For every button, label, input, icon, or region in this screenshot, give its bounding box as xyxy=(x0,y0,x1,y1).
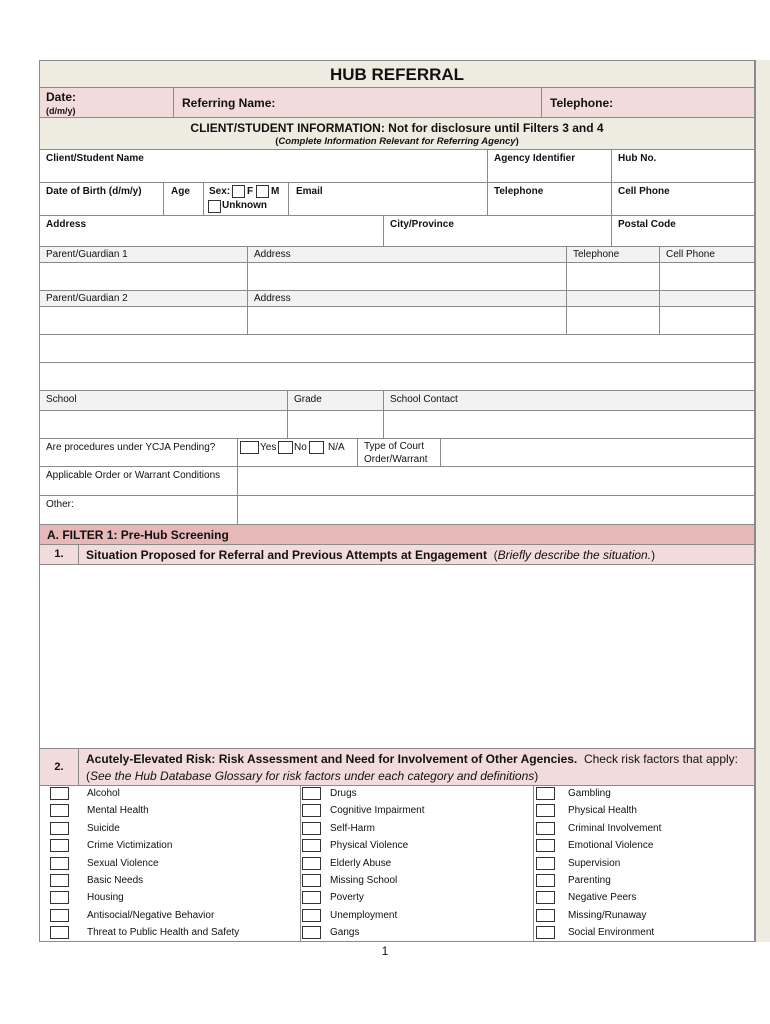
risk-factor-label: Missing/Runaway xyxy=(568,909,647,921)
date-format-label: (d/m/y) xyxy=(46,106,76,116)
parent1-cell-header xyxy=(659,246,755,263)
item1-number-cell xyxy=(39,544,79,565)
postal-code-cell[interactable] xyxy=(611,215,755,247)
school-field[interactable] xyxy=(39,410,288,439)
parent2-cell-header xyxy=(659,290,755,307)
risk-factor-label: Crime Victimization xyxy=(87,840,173,852)
email-cell[interactable] xyxy=(288,182,488,216)
sex-label: Sex: xyxy=(209,186,231,197)
risk-factor-label: Gambling xyxy=(568,788,611,799)
ycja-no-label: No xyxy=(294,442,307,453)
risk-factor-label: Emotional Violence xyxy=(568,840,654,852)
ycja-na-checkbox[interactable] xyxy=(309,441,324,454)
parent1-telephone-header xyxy=(566,246,660,263)
referring-name-cell[interactable] xyxy=(173,87,542,118)
risk-factor-label: Missing School xyxy=(330,875,398,886)
school-contact-header xyxy=(383,390,755,411)
filter1-heading xyxy=(39,524,755,545)
risk-factor-checkbox[interactable] xyxy=(302,891,321,904)
ycja-question-cell xyxy=(39,438,238,467)
risk-factor-label: Suicide xyxy=(87,822,120,834)
email-label: Email xyxy=(296,186,323,197)
risk-factor-label: Sexual Violence xyxy=(87,857,159,869)
risk-factor-checkbox[interactable] xyxy=(50,926,69,939)
parent1-address-header xyxy=(247,246,567,263)
sex-m-checkbox[interactable] xyxy=(256,185,269,198)
risk-factor-label: Parenting xyxy=(568,875,611,886)
risk-factor-checkbox[interactable] xyxy=(302,857,321,870)
client-section-heading xyxy=(39,117,755,150)
parent1-address-field[interactable] xyxy=(247,262,567,291)
telephone-label: Telephone: xyxy=(550,96,614,110)
parent1-cell-field[interactable] xyxy=(659,262,755,291)
blank-row-1[interactable] xyxy=(39,334,755,363)
form-title: HUB REFERRAL xyxy=(329,65,465,84)
client-cell-phone-label: Cell Phone xyxy=(618,186,670,197)
dob-cell[interactable] xyxy=(39,182,164,216)
risk-factor-label: Gangs xyxy=(330,927,360,939)
parent2-name-field[interactable] xyxy=(39,306,248,335)
risk-factor-label: Social Environment xyxy=(568,927,655,939)
parent2-address-label: Address xyxy=(254,293,291,304)
other-cell xyxy=(39,495,238,525)
risk-factor-label: Poverty xyxy=(330,892,364,904)
risk-factor-checkbox[interactable] xyxy=(302,909,321,922)
risk-factor-label: Alcohol xyxy=(87,788,120,799)
postal-code-label: Postal Code xyxy=(618,219,676,230)
risk-factor-label: Self-Harm xyxy=(330,822,376,834)
item2-title-line2: (See the Hub Database Glossary for risk factors under each category and definitions) xyxy=(86,769,539,783)
risk-factor-checkbox[interactable] xyxy=(536,909,555,922)
parent1-telephone-field[interactable] xyxy=(566,262,660,291)
age-label: Age xyxy=(171,186,190,197)
client-cell-phone-cell[interactable] xyxy=(611,182,755,216)
parent2-address-header xyxy=(247,290,567,307)
grade-label: Grade xyxy=(294,394,322,405)
ycja-options-cell xyxy=(237,438,358,467)
risk-factor-checkbox[interactable] xyxy=(50,891,69,904)
risk-factor-checkbox[interactable] xyxy=(536,874,555,887)
applicable-conditions-cell xyxy=(39,466,238,496)
risk-factor-grid xyxy=(39,785,755,942)
client-address-cell[interactable] xyxy=(39,215,384,247)
client-telephone-label: Telephone xyxy=(494,186,544,197)
risk-factor-checkbox[interactable] xyxy=(536,839,555,852)
parent2-telephone-header xyxy=(566,290,660,307)
risk-factor-label: Antisocial/Negative Behavior xyxy=(87,909,215,921)
sex-unknown-label: Unknown xyxy=(222,200,267,211)
item1-title: Situation Proposed for Referral and Previous Attempts at Engagement (Briefly describe the situation.) xyxy=(86,548,656,562)
city-province-label: City/Province xyxy=(390,219,454,230)
ycja-yes-checkbox[interactable] xyxy=(240,441,259,454)
ycja-no-checkbox[interactable] xyxy=(278,441,293,454)
form-title-row xyxy=(39,60,755,88)
court-type-label-2: Order/Warrant xyxy=(364,454,428,465)
sex-m-label: M xyxy=(271,186,280,197)
grade-field[interactable] xyxy=(287,410,384,439)
sex-f-label: F xyxy=(247,186,254,197)
date-label: Date: xyxy=(46,90,77,104)
blank-row-2[interactable] xyxy=(39,362,755,391)
risk-factor-checkbox[interactable] xyxy=(536,787,555,800)
client-name-cell[interactable] xyxy=(39,149,488,183)
item2-number-cell xyxy=(39,748,79,786)
parent1-name-field[interactable] xyxy=(39,262,248,291)
risk-factor-checkbox[interactable] xyxy=(302,822,321,835)
risk-factor-checkbox[interactable] xyxy=(50,857,69,870)
situation-description-field[interactable] xyxy=(39,564,755,749)
agency-identifier-cell[interactable] xyxy=(487,149,612,183)
risk-factor-checkbox[interactable] xyxy=(536,891,555,904)
page-number: 1 xyxy=(381,944,389,958)
risk-factor-checkbox[interactable] xyxy=(50,822,69,835)
risk-factor-checkbox[interactable] xyxy=(50,787,69,800)
date-cell[interactable] xyxy=(39,87,174,118)
risk-factor-label: Physical Violence xyxy=(330,840,409,852)
school-header xyxy=(39,390,288,411)
applicable-conditions-field[interactable] xyxy=(237,466,755,496)
risk-factor-checkbox[interactable] xyxy=(536,822,555,835)
risk-factor-checkbox[interactable] xyxy=(50,909,69,922)
risk-column-divider xyxy=(300,785,301,942)
client-telephone-cell[interactable] xyxy=(487,182,612,216)
client-subheading: (Complete Information Relevant for Referring Agency) xyxy=(275,136,519,147)
parent2-address-field[interactable] xyxy=(247,306,567,335)
court-type-field[interactable] xyxy=(440,438,755,467)
school-contact-label: School Contact xyxy=(390,394,458,405)
risk-factor-label: Mental Health xyxy=(87,805,149,817)
city-province-cell[interactable] xyxy=(383,215,612,247)
parent2-telephone-field[interactable] xyxy=(566,306,660,335)
age-cell[interactable] xyxy=(163,182,204,216)
parent1-cell-label: Cell Phone xyxy=(666,249,715,260)
risk-factor-checkbox[interactable] xyxy=(50,804,69,817)
risk-factor-checkbox[interactable] xyxy=(302,926,321,939)
court-type-label-1: Type of Court xyxy=(364,441,425,452)
risk-factor-checkbox[interactable] xyxy=(536,857,555,870)
client-address-label: Address xyxy=(46,219,87,230)
risk-factor-checkbox[interactable] xyxy=(50,874,69,887)
telephone-cell[interactable] xyxy=(541,87,755,118)
referring-name-label: Referring Name: xyxy=(182,96,276,110)
risk-factor-checkbox[interactable] xyxy=(302,804,321,817)
risk-factor-label: Threat to Public Health and Safety xyxy=(87,927,240,939)
risk-factor-checkbox[interactable] xyxy=(302,874,321,887)
risk-factor-label: Cognitive Impairment xyxy=(330,805,425,817)
risk-factor-checkbox[interactable] xyxy=(50,839,69,852)
ycja-yes-label: Yes xyxy=(260,442,277,453)
parent1-address-label: Address xyxy=(254,249,291,260)
page-edge xyxy=(755,60,770,942)
item1-number: 1. xyxy=(54,548,64,560)
risk-factor-checkbox[interactable] xyxy=(302,787,321,800)
hub-no-cell[interactable] xyxy=(611,149,755,183)
ycja-question-label: Are procedures under YCJA Pending? xyxy=(46,442,216,453)
parent2-label: Parent/Guardian 2 xyxy=(46,293,128,304)
risk-factor-label: Elderly Abuse xyxy=(330,857,392,869)
sex-f-checkbox[interactable] xyxy=(232,185,245,198)
parent1-label: Parent/Guardian 1 xyxy=(46,249,128,260)
risk-column-divider xyxy=(533,785,534,942)
risk-factor-label: Basic Needs xyxy=(87,875,144,886)
risk-factor-label: Criminal Involvement xyxy=(568,822,662,834)
school-label: School xyxy=(46,394,77,405)
parent2-header xyxy=(39,290,248,307)
parent2-cell-field[interactable] xyxy=(659,306,755,335)
risk-factor-label: Unemployment xyxy=(330,909,398,921)
other-field[interactable] xyxy=(237,495,755,525)
client-name-label: Client/Student Name xyxy=(46,153,144,164)
parent1-telephone-label: Telephone xyxy=(573,249,620,260)
item2-number: 2. xyxy=(54,761,64,773)
item2-title-line1: Acutely-Elevated Risk: Risk Assessment and Need for Involvement of Other Agencies. Check risk factors that apply: xyxy=(86,752,738,766)
court-type-cell xyxy=(357,438,441,467)
risk-factor-label: Negative Peers xyxy=(568,892,637,904)
risk-factor-checkbox[interactable] xyxy=(536,926,555,939)
agency-identifier-label: Agency Identifier xyxy=(494,153,576,164)
grade-header xyxy=(287,390,384,411)
other-label: Other: xyxy=(46,499,74,510)
risk-factor-label: Drugs xyxy=(330,788,357,799)
filter1-heading-text: A. FILTER 1: Pre-Hub Screening xyxy=(47,528,229,542)
client-heading: CLIENT/STUDENT INFORMATION: Not for disclosure until Filters 3 and 4 xyxy=(190,121,604,135)
risk-factor-checkbox[interactable] xyxy=(536,804,555,817)
item1-title-cell xyxy=(78,544,755,565)
sex-cell xyxy=(203,182,289,216)
risk-factor-label: Housing xyxy=(87,892,124,904)
parent1-header xyxy=(39,246,248,263)
risk-factor-label: Physical Health xyxy=(568,805,637,817)
sex-unknown-checkbox[interactable] xyxy=(208,200,221,213)
risk-factor-label: Supervision xyxy=(568,857,621,869)
hub-no-label: Hub No. xyxy=(618,153,657,164)
school-contact-field[interactable] xyxy=(383,410,755,439)
dob-label: Date of Birth (d/m/y) xyxy=(46,186,142,197)
ycja-na-label: N/A xyxy=(328,442,345,453)
item2-title-cell xyxy=(78,748,755,786)
applicable-conditions-label: Applicable Order or Warrant Conditions xyxy=(46,470,221,481)
risk-factor-checkbox[interactable] xyxy=(302,839,321,852)
